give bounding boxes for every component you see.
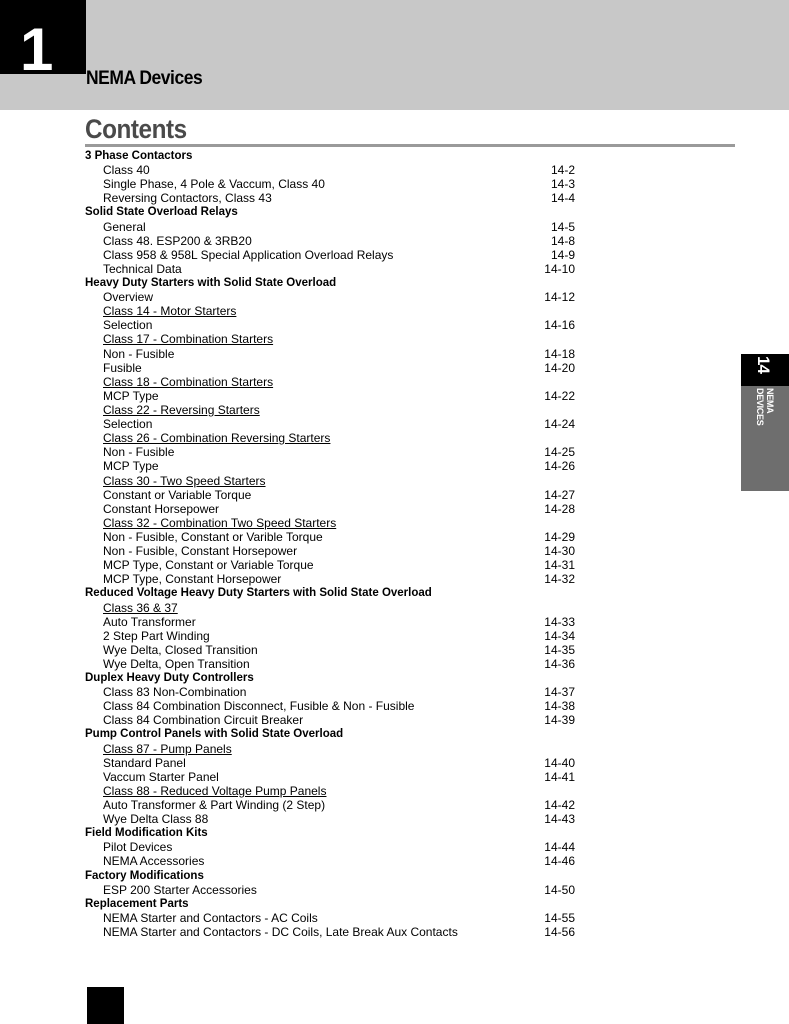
toc-label: Class 17 - Combination Starters [103,332,274,347]
toc-page-number: 14-20 [544,360,575,375]
toc-label: Class 83 Non-Combination [103,685,247,700]
toc-label: Class 84 Combination Circuit Breaker [103,713,304,728]
toc-entry[interactable] [85,854,577,868]
toc-entry[interactable] [85,445,577,459]
toc-page-number: 14-8 [550,233,575,248]
toc-label: Constant or Variable Torque [103,487,252,502]
toc-page-number: 14-27 [544,487,575,502]
toc-label: Standard Panel [103,755,186,770]
toc-entry[interactable] [85,262,577,276]
toc-entry[interactable] [85,713,577,727]
toc-page-number: 14-3 [550,177,575,192]
toc-page-number: 14-44 [544,840,575,855]
toc-entry[interactable] [85,657,577,671]
toc-label: Single Phase, 4 Pole & Vaccum, Class 40 [103,177,325,192]
toc-page-number: 14-22 [544,388,575,403]
toc-subsection-heading [85,332,577,346]
toc-page-number: 14-18 [544,346,575,361]
toc-label: Wye Delta, Open Transition [103,656,250,671]
toc-page-number: 14-2 [550,163,575,178]
toc-label: MCP Type [103,459,159,474]
toc-subsection-heading [85,601,577,615]
toc-page-number: 14-40 [544,755,575,770]
side-tab-label-line1: NEMA [765,388,775,414]
toc-label: Class 32 - Combination Two Speed Starters [103,515,337,530]
toc-label: Selection [103,417,153,432]
toc-label: Duplex Heavy Duty Controllers [85,672,254,685]
toc-page-number: 14-29 [544,529,575,544]
toc-label: Pilot Devices [103,840,173,855]
toc-label: General [103,219,146,234]
side-tab-label [755,388,775,428]
toc-entry[interactable] [85,530,577,544]
toc-page-number: 14-33 [544,614,575,629]
toc-page-number: 14-56 [544,925,575,940]
toc-page-number: 14-26 [544,459,575,474]
toc-entry[interactable] [85,318,577,332]
toc-entry[interactable] [85,643,577,657]
toc-subsection-heading [85,474,577,488]
toc-entry[interactable] [85,163,577,177]
toc-entry[interactable] [85,389,577,403]
toc-label: Wye Delta Class 88 [103,812,209,827]
toc-page-number: 14-25 [544,445,575,460]
toc-subsection-heading [85,784,577,798]
toc-page-number: 14-55 [544,910,575,925]
toc-section-heading [85,869,577,883]
toc-label: Vaccum Starter Panel [103,769,219,784]
toc-entry[interactable] [85,361,577,375]
toc-entry[interactable] [85,911,577,925]
toc-entry[interactable] [85,502,577,516]
toc-page-number: 14-10 [544,261,575,276]
toc-label: NEMA Starter and Contactors - AC Coils [103,910,318,925]
toc-entry[interactable] [85,544,577,558]
toc-section-heading [85,897,577,911]
toc-entry[interactable] [85,220,577,234]
toc-label: Reversing Contactors, Class 43 [103,191,272,206]
toc-label: Non - Fusible [103,346,175,361]
toc-label: MCP Type, Constant or Variable Torque [103,558,314,573]
toc-label: Class 87 - Pump Panels [103,741,232,756]
toc-entry[interactable] [85,558,577,572]
toc-label: 2 Step Part Winding [103,628,210,643]
toc-page-number: 14-38 [544,699,575,714]
toc-page-number: 14-4 [550,191,575,206]
toc-section-heading [85,149,577,163]
toc-label: Class 40 [103,163,150,178]
toc-page-number: 14-50 [544,882,575,897]
toc-entry[interactable] [85,883,577,897]
toc-label: Class 958 & 958L Special Application Overload Relays [103,247,394,262]
toc-subsection-heading [85,431,577,445]
toc-label: Heavy Duty Starters with Solid State Overload [85,276,337,289]
toc-entry[interactable] [85,798,577,812]
toc-page-number: 14-39 [544,713,575,728]
toc-label: Class 30 - Two Speed Starters [103,473,266,488]
toc-label: Field Modification Kits [85,827,208,840]
toc-subsection-heading [85,403,577,417]
toc-label: MCP Type [103,388,159,403]
toc-label: Factory Modifications [85,869,204,882]
toc-subsection-heading [85,375,577,389]
toc-page-number: 14-16 [544,318,575,333]
toc-label: Technical Data [103,261,182,276]
toc-label: Solid State Overload Relays [85,206,238,219]
toc-label: Non - Fusible, Constant or Varible Torque [103,529,323,544]
page-title: Contents [85,114,187,144]
toc-label: Reduced Voltage Heavy Duty Starters with Solid State Overload [85,587,432,600]
toc-page-number: 14-34 [544,628,575,643]
toc-entry[interactable] [85,629,577,643]
toc-entry[interactable] [85,699,577,713]
toc-page-number: 14-46 [544,854,575,869]
toc-label: NEMA Starter and Contactors - DC Coils, Late Break Aux Contacts [103,925,458,940]
toc-subsection-heading [85,304,577,318]
toc-entry[interactable] [85,685,577,699]
toc-page-number: 14-12 [544,290,575,305]
toc-entry[interactable] [85,756,577,770]
toc-page-number: 14-32 [544,572,575,587]
toc-entry[interactable] [85,488,577,502]
toc-label: Class 18 - Combination Starters [103,374,274,389]
toc-page-number: 14-43 [544,812,575,827]
table-of-contents [85,149,577,939]
toc-entry[interactable] [85,191,577,205]
toc-label: 3 Phase Contactors [85,150,193,162]
toc-label: Auto Transformer [103,614,196,629]
toc-entry[interactable] [85,248,577,262]
toc-section-heading [85,671,577,685]
toc-label: Class 36 & 37 [103,600,178,615]
toc-label: NEMA Accessories [103,854,205,869]
toc-label: Non - Fusible [103,445,175,460]
toc-entry[interactable] [85,925,577,939]
toc-subsection-heading [85,516,577,530]
toc-section-heading [85,586,577,600]
toc-entry[interactable] [85,459,577,473]
toc-label: Class 14 - Motor Starters [103,304,237,319]
toc-page-number: 14-9 [550,247,575,262]
side-chapter-tab[interactable] [741,354,789,491]
toc-entry[interactable] [85,177,577,191]
toc-page-number: 14-31 [544,558,575,573]
side-tab-label-line2: DEVICES [755,388,765,426]
side-tab-number: 14 [754,356,773,373]
toc-entry[interactable] [85,417,577,431]
chapter-number-text: 14 [20,16,77,83]
toc-section-heading [85,727,577,741]
toc-entry[interactable] [85,770,577,784]
toc-label: Class 88 - Reduced Voltage Pump Panels [103,783,327,798]
toc-label: Class 48. ESP200 & 3RB20 [103,233,252,248]
toc-entry[interactable] [85,290,577,304]
toc-entry[interactable] [85,347,577,361]
toc-section-heading [85,826,577,840]
toc-label: Replacement Parts [85,897,189,910]
toc-page-number: 14-35 [544,642,575,657]
footer-marker [87,987,124,1024]
toc-page-number: 14-42 [544,798,575,813]
toc-section-heading [85,205,577,219]
toc-page-number: 14-37 [544,685,575,700]
title-divider [85,144,735,147]
chapter-number [20,16,77,83]
chapter-title: NEMA Devices [86,68,203,89]
toc-label: Overview [103,290,154,305]
toc-label: Class 26 - Combination Reversing Starters [103,431,331,446]
toc-entry[interactable] [85,572,577,586]
toc-subsection-heading [85,742,577,756]
toc-label: Constant Horsepower [103,501,220,516]
toc-label: Non - Fusible, Constant Horsepower [103,544,298,559]
toc-label: Pump Control Panels with Solid State Overload [85,728,344,741]
toc-entry[interactable] [85,234,577,248]
toc-page-number: 14-5 [550,219,575,234]
toc-label: Wye Delta, Closed Transition [103,642,258,657]
toc-page-number: 14-30 [544,544,575,559]
toc-label: Auto Transformer & Part Winding (2 Step) [103,798,326,813]
toc-section-heading [85,276,577,290]
toc-label: MCP Type, Constant Horsepower [103,572,282,587]
chapter-header-band [0,0,789,110]
toc-label: Fusible [103,360,142,375]
toc-page-number: 14-24 [544,417,575,432]
toc-entry[interactable] [85,840,577,854]
toc-label: Class 84 Combination Disconnect, Fusible & Non - Fusible [103,699,415,714]
toc-entry[interactable] [85,615,577,629]
toc-page-number: 14-28 [544,501,575,516]
toc-label: ESP 200 Starter Accessories [103,882,257,897]
toc-page-number: 14-41 [544,769,575,784]
toc-label: Class 22 - Reversing Starters [103,402,260,417]
toc-entry[interactable] [85,812,577,826]
toc-label: Selection [103,318,153,333]
toc-page-number: 14-36 [544,656,575,671]
